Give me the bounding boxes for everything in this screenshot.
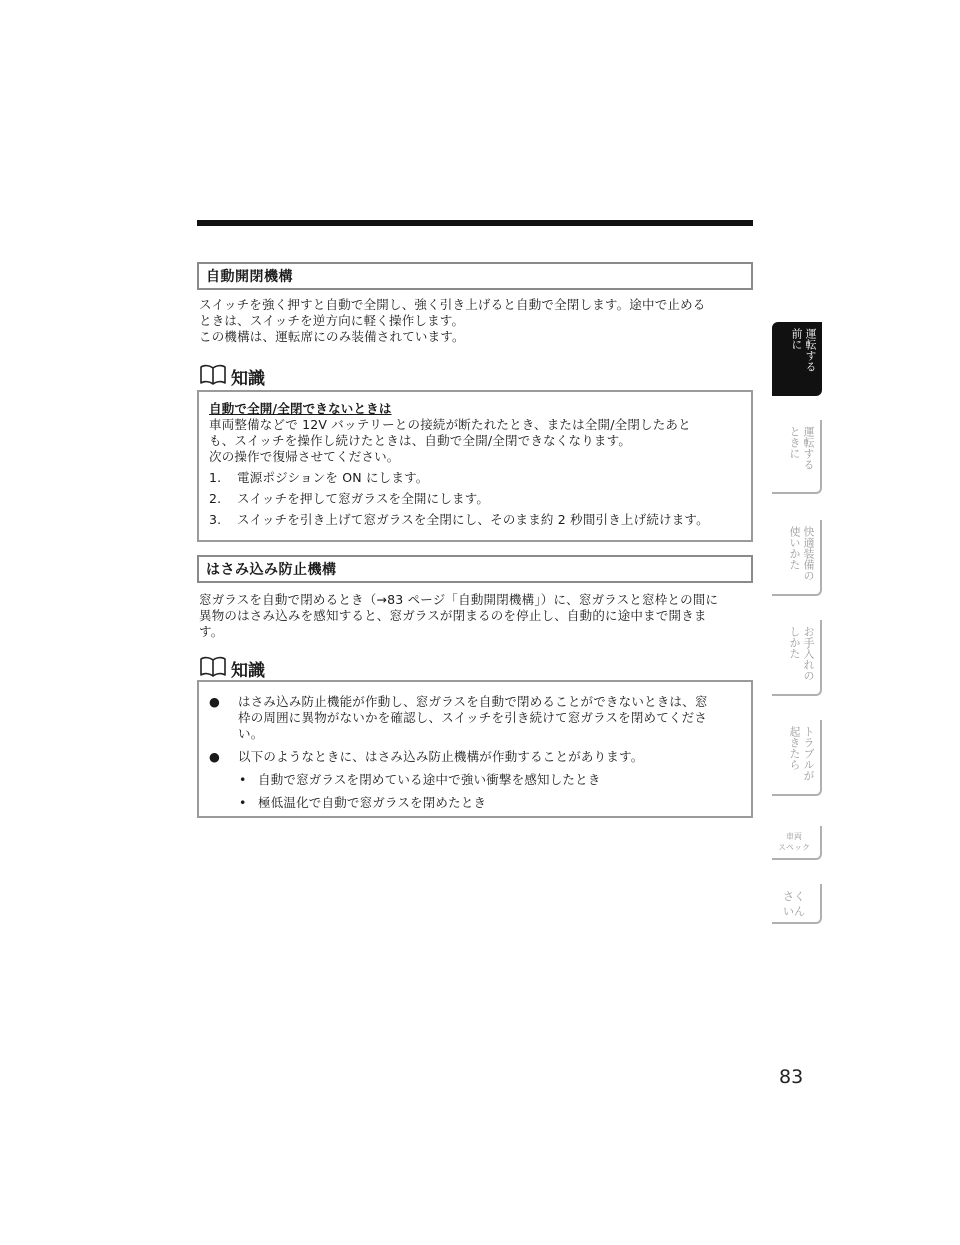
knowledge-box-1-title: 自動で全開/全閉できないときは xyxy=(209,401,392,416)
bullet-mark: ● xyxy=(209,749,221,764)
pinch-body-line: す。 xyxy=(199,624,224,639)
knowledge-box-2 xyxy=(197,680,753,818)
tab-label: 運転する xyxy=(804,328,817,372)
tab-label: 車両 xyxy=(786,832,802,841)
step-text: 電源ポジションを ON にします。 xyxy=(237,470,429,485)
book-icon xyxy=(199,364,227,386)
top-rule xyxy=(197,220,753,226)
step-item xyxy=(209,512,743,528)
step-number: 1. xyxy=(209,470,222,485)
chapter-tab-comfort[interactable] xyxy=(772,520,822,596)
tab-label: 起きたら xyxy=(788,726,801,770)
section-heading-pinch xyxy=(197,555,753,583)
knowledge-label-2-text: 知識 xyxy=(231,661,265,681)
bullet-line: い。 xyxy=(238,726,264,741)
tab-label: さく xyxy=(783,890,805,903)
sub-bullet-mark: • xyxy=(239,772,247,787)
chapter-tab-while-driving[interactable] xyxy=(772,420,822,494)
tab-label: ときに xyxy=(788,426,801,459)
bullet-mark: ● xyxy=(209,694,221,709)
step-number: 3. xyxy=(209,512,222,527)
tab-label: 快適装備の xyxy=(802,526,815,581)
auto-body xyxy=(199,297,753,345)
pinch-body xyxy=(199,592,753,640)
pinch-body-line: 異物のはさみ込みを感知すると、窓ガラスが閉まるのを停止し、自動的に途中まで開きま xyxy=(199,608,707,623)
chapter-tab-before-driving[interactable] xyxy=(772,322,822,396)
chapter-tab-index[interactable] xyxy=(772,884,822,924)
step-number: 2. xyxy=(209,491,222,506)
tab-label: 前に xyxy=(790,328,803,350)
sub-bullet-text: 極低温化で自動で窓ガラスを閉めたとき xyxy=(258,795,487,810)
tab-label: しかた xyxy=(788,626,801,659)
bullet-line: 以下のようなときに、はさみ込み防止機構が作動することがあります。 xyxy=(238,749,644,764)
tab-label: トラブルが xyxy=(802,726,815,781)
step-item xyxy=(209,491,743,507)
sub-bullet-item xyxy=(209,772,743,788)
knowledge-box-1 xyxy=(197,390,753,542)
bullet-line: 枠の周囲に異物がないかを確認し、スイッチを引き続けて窓ガラスを閉めてくださ xyxy=(238,710,708,725)
sub-bullet-text: 自動で窓ガラスを閉めている途中で強い衝撃を感知したとき xyxy=(258,772,601,787)
chapter-tab-maintenance[interactable] xyxy=(772,620,822,696)
auto-body-line: ときは、スイッチを逆方向に軽く操作します。 xyxy=(199,313,465,328)
section-heading-auto-text: 自動開閉機構 xyxy=(206,269,293,285)
sub-bullet-item xyxy=(209,795,743,811)
chapter-tab-specs[interactable] xyxy=(772,826,822,860)
step-text: スイッチを引き上げて窓ガラスを全閉にし、そのまま約 2 秒間引き上げ続けます。 xyxy=(237,512,709,527)
tab-label: 運転する xyxy=(802,426,815,470)
book-icon xyxy=(199,656,227,678)
page-number: 83 xyxy=(779,1066,804,1088)
tab-label: お手入れの xyxy=(802,626,815,681)
knowledge-box-1-line: も、スイッチを操作し続けたときは、自動で全開/全閉できなくなります。 xyxy=(209,433,632,448)
knowledge-box-1-line: 次の操作で復帰させてください。 xyxy=(209,449,400,464)
chapter-tab-trouble[interactable] xyxy=(772,720,822,796)
knowledge-label-1-text: 知識 xyxy=(231,369,265,389)
pinch-body-line: 窓ガラスを自動で閉めるとき（→83 ページ「自動開閉機構」）に、窓ガラスと窓枠との間に xyxy=(199,592,719,607)
section-heading-auto xyxy=(197,262,753,290)
step-item xyxy=(209,470,743,486)
step-text: スイッチを押して窓ガラスを全開にします。 xyxy=(237,491,490,506)
section-heading-pinch-text: はさみ込み防止機構 xyxy=(206,562,337,578)
auto-body-line: スイッチを強く押すと自動で全開し、強く引き上げると自動で全閉します。途中で止める xyxy=(199,297,706,312)
bullet-line: はさみ込み防止機能が作動し、窓ガラスを自動で閉めることができないときは、窓 xyxy=(238,694,708,709)
auto-body-line: この機構は、運転席にのみ装備されています。 xyxy=(199,329,465,344)
bullet-item xyxy=(209,749,743,765)
tab-label: いん xyxy=(783,905,805,918)
tab-label: 使いかた xyxy=(788,526,801,570)
knowledge-box-1-line: 車両整備などで 12V バッテリーとの接続が断たれたとき、または全開/全閉したあと xyxy=(209,417,691,432)
tab-label: スペック xyxy=(778,843,810,852)
bullet-item xyxy=(209,694,743,742)
sub-bullet-mark: • xyxy=(239,795,247,810)
